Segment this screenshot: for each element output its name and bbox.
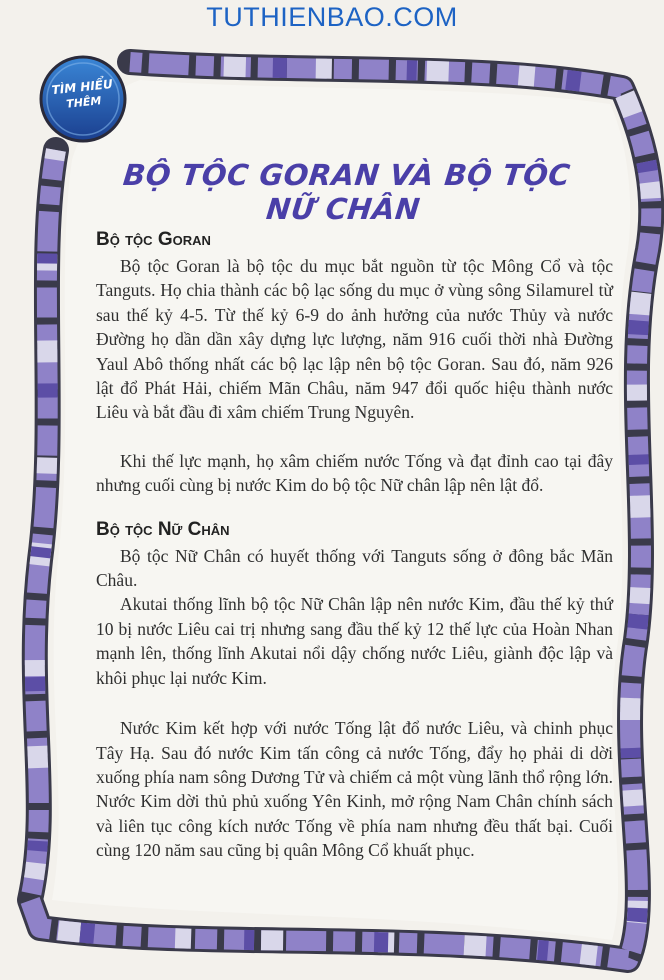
paragraph: Khi thế lực mạnh, họ xâm chiếm nước Tống và đạt đỉnh cao tại đây nhưng cuối cùng bị nước Kim do bộ tộc Nữ chân lập nên lật đổ. (96, 450, 613, 496)
section-heading-goran: Bộ tộc Goran (96, 229, 211, 250)
site-watermark: TUTHIENBAO.COM (206, 2, 458, 32)
paragraph: Bộ tộc Goran là bộ tộc du mục bắt nguồn từ tộc Mông Cổ và tộc Tanguts. Họ chia thành các bộ lạc sống du mục ở vùng sông Silamurel từ sau thế kỷ 4-5. Từ thế kỷ 6-9 do ảnh hưởng của nước Thủy và nước Đường họ dần dần xây dựng lực lượng, năm 916 cuối thời nhà Đường Yaul Abô thống nhất các bộ lạc lập nên bộ tộc Goran. Sau đó, năm 926 lật đổ Phát Hải, chiếm Mãn Châu, năm 947 đổi quốc hiệu thành nước Liêu và bắt đầu đi xâm chiếm Trung Nguyên. (96, 256, 613, 423)
paragraph: Bộ tộc Nữ Chân có huyết thống với Tanguts sống ở đông bắc Mãn Châu. (96, 545, 613, 591)
page-title: BỘ TỘC GORAN VÀ BỘ TỘC NỮ CHÂN (121, 158, 572, 226)
section-heading-nu-chan: Bộ tộc Nữ Chân (96, 518, 230, 540)
badge-line1: TÌM HIỂU (50, 76, 114, 98)
article-body (96, 226, 613, 863)
paragraph: Nước Kim kết hợp với nước Tống lật đổ nước Liêu, và chinh phục Tây Hạ. Sau đó nước Kim tấn công cả nước Tống, đẩy họ phải di dời xuống phía nam sông Dương Tử và chiếm cả một vùng lãnh thổ rộng lớn. Nước Kim dời thủ phủ xuống Yên Kinh, mở rộng Nam Chân chính sách và liên tục công kích nước Tống về phía nam nhưng đều thất bại. Cuối cùng 120 năm sau cũng bị quân Mông Cổ khuất phục. (96, 718, 613, 861)
badge-line2: THÊM (65, 94, 102, 111)
paragraph: Akutai thống lĩnh bộ tộc Nữ Chân lập nên nước Kim, đầu thế kỷ thứ 10 bị nước Liêu cai trị nhưng sang đầu thế kỷ 12 thế lực của Hoàn Nhan mạnh lên, thống lĩnh Akutai nổi dậy chống nước Liêu, giành độc lập và khôi phục lại nước Kim. (96, 594, 613, 688)
